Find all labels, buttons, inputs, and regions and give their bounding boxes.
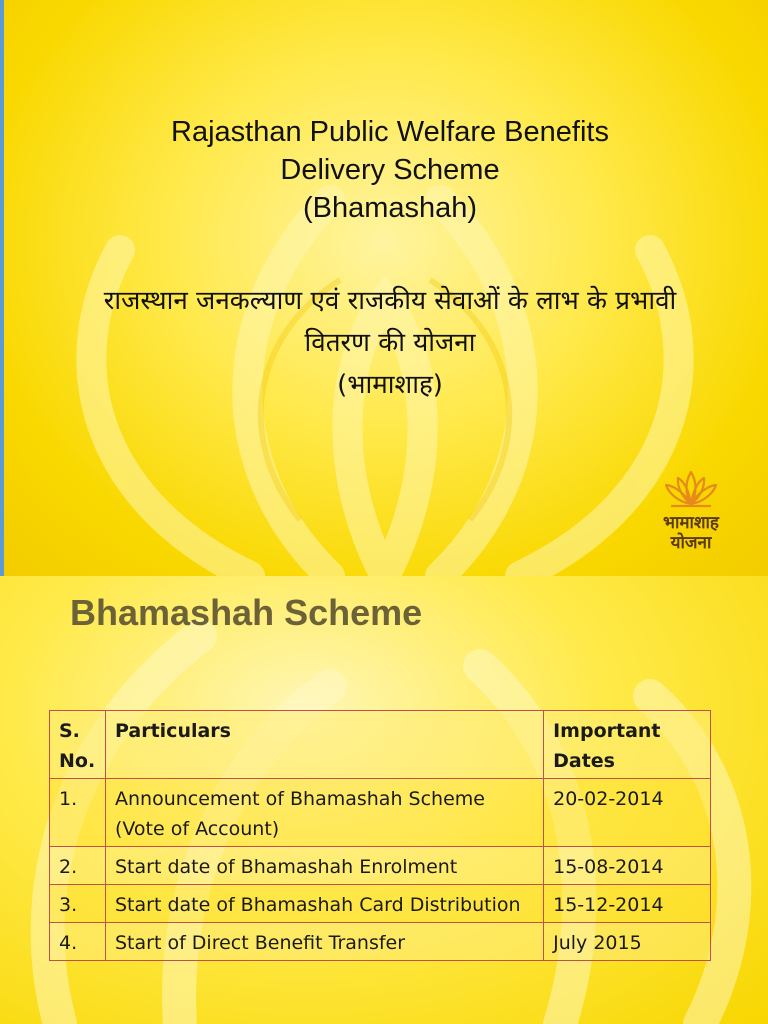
cell-date: 15-08-2014 <box>544 847 711 885</box>
header-sno: S. No. <box>50 711 106 779</box>
table-row <box>50 923 711 961</box>
table-row <box>50 885 711 923</box>
cell-sno: 4. <box>50 923 106 961</box>
english-title-line-2: Delivery Scheme <box>280 154 500 186</box>
cell-sno: 3. <box>50 885 106 923</box>
cell-date: 20-02-2014 <box>544 779 711 847</box>
important-dates-table <box>49 710 711 961</box>
cell-date: 15-12-2014 <box>544 885 711 923</box>
hindi-title <box>20 280 760 406</box>
cell-sno: 1. <box>50 779 106 847</box>
header-particulars: Particulars <box>105 711 543 779</box>
logo-text-line-1: भामाशाह <box>663 513 719 533</box>
bhamashah-logo <box>636 468 746 558</box>
english-title-line-3: (Bhamashah) <box>302 192 478 224</box>
cell-date: July 2015 <box>544 923 711 961</box>
cell-particulars: Start of Direct Benefit Transfer <box>105 923 543 961</box>
english-title-line-1: Rajasthan Public Welfare Benefits <box>171 116 609 148</box>
header-dates: Important Dates <box>544 711 711 779</box>
hindi-title-line-3: (भामाशाह) <box>337 370 443 400</box>
cell-particulars: Start date of Bhamashah Card Distribution <box>105 885 543 923</box>
slide-left-edge <box>0 0 4 576</box>
slide-title: Bhamashah Scheme <box>70 592 423 633</box>
cell-particulars: Announcement of Bhamashah Scheme (Vote of Account) <box>105 779 543 847</box>
logo-text-line-2: योजना <box>670 533 712 553</box>
cell-particulars: Start date of Bhamashah Enrolment <box>105 847 543 885</box>
hindi-title-line-2: वितरण की योजना <box>304 328 476 358</box>
table-row <box>50 847 711 885</box>
english-title <box>60 113 720 227</box>
cell-sno: 2. <box>50 847 106 885</box>
lotus-icon <box>661 468 721 508</box>
hindi-title-line-1: राजस्थान जनकल्याण एवं राजकीय सेवाओं के लाभ के प्रभावी <box>103 286 677 316</box>
table-row <box>50 779 711 847</box>
table-header-row <box>50 711 711 779</box>
